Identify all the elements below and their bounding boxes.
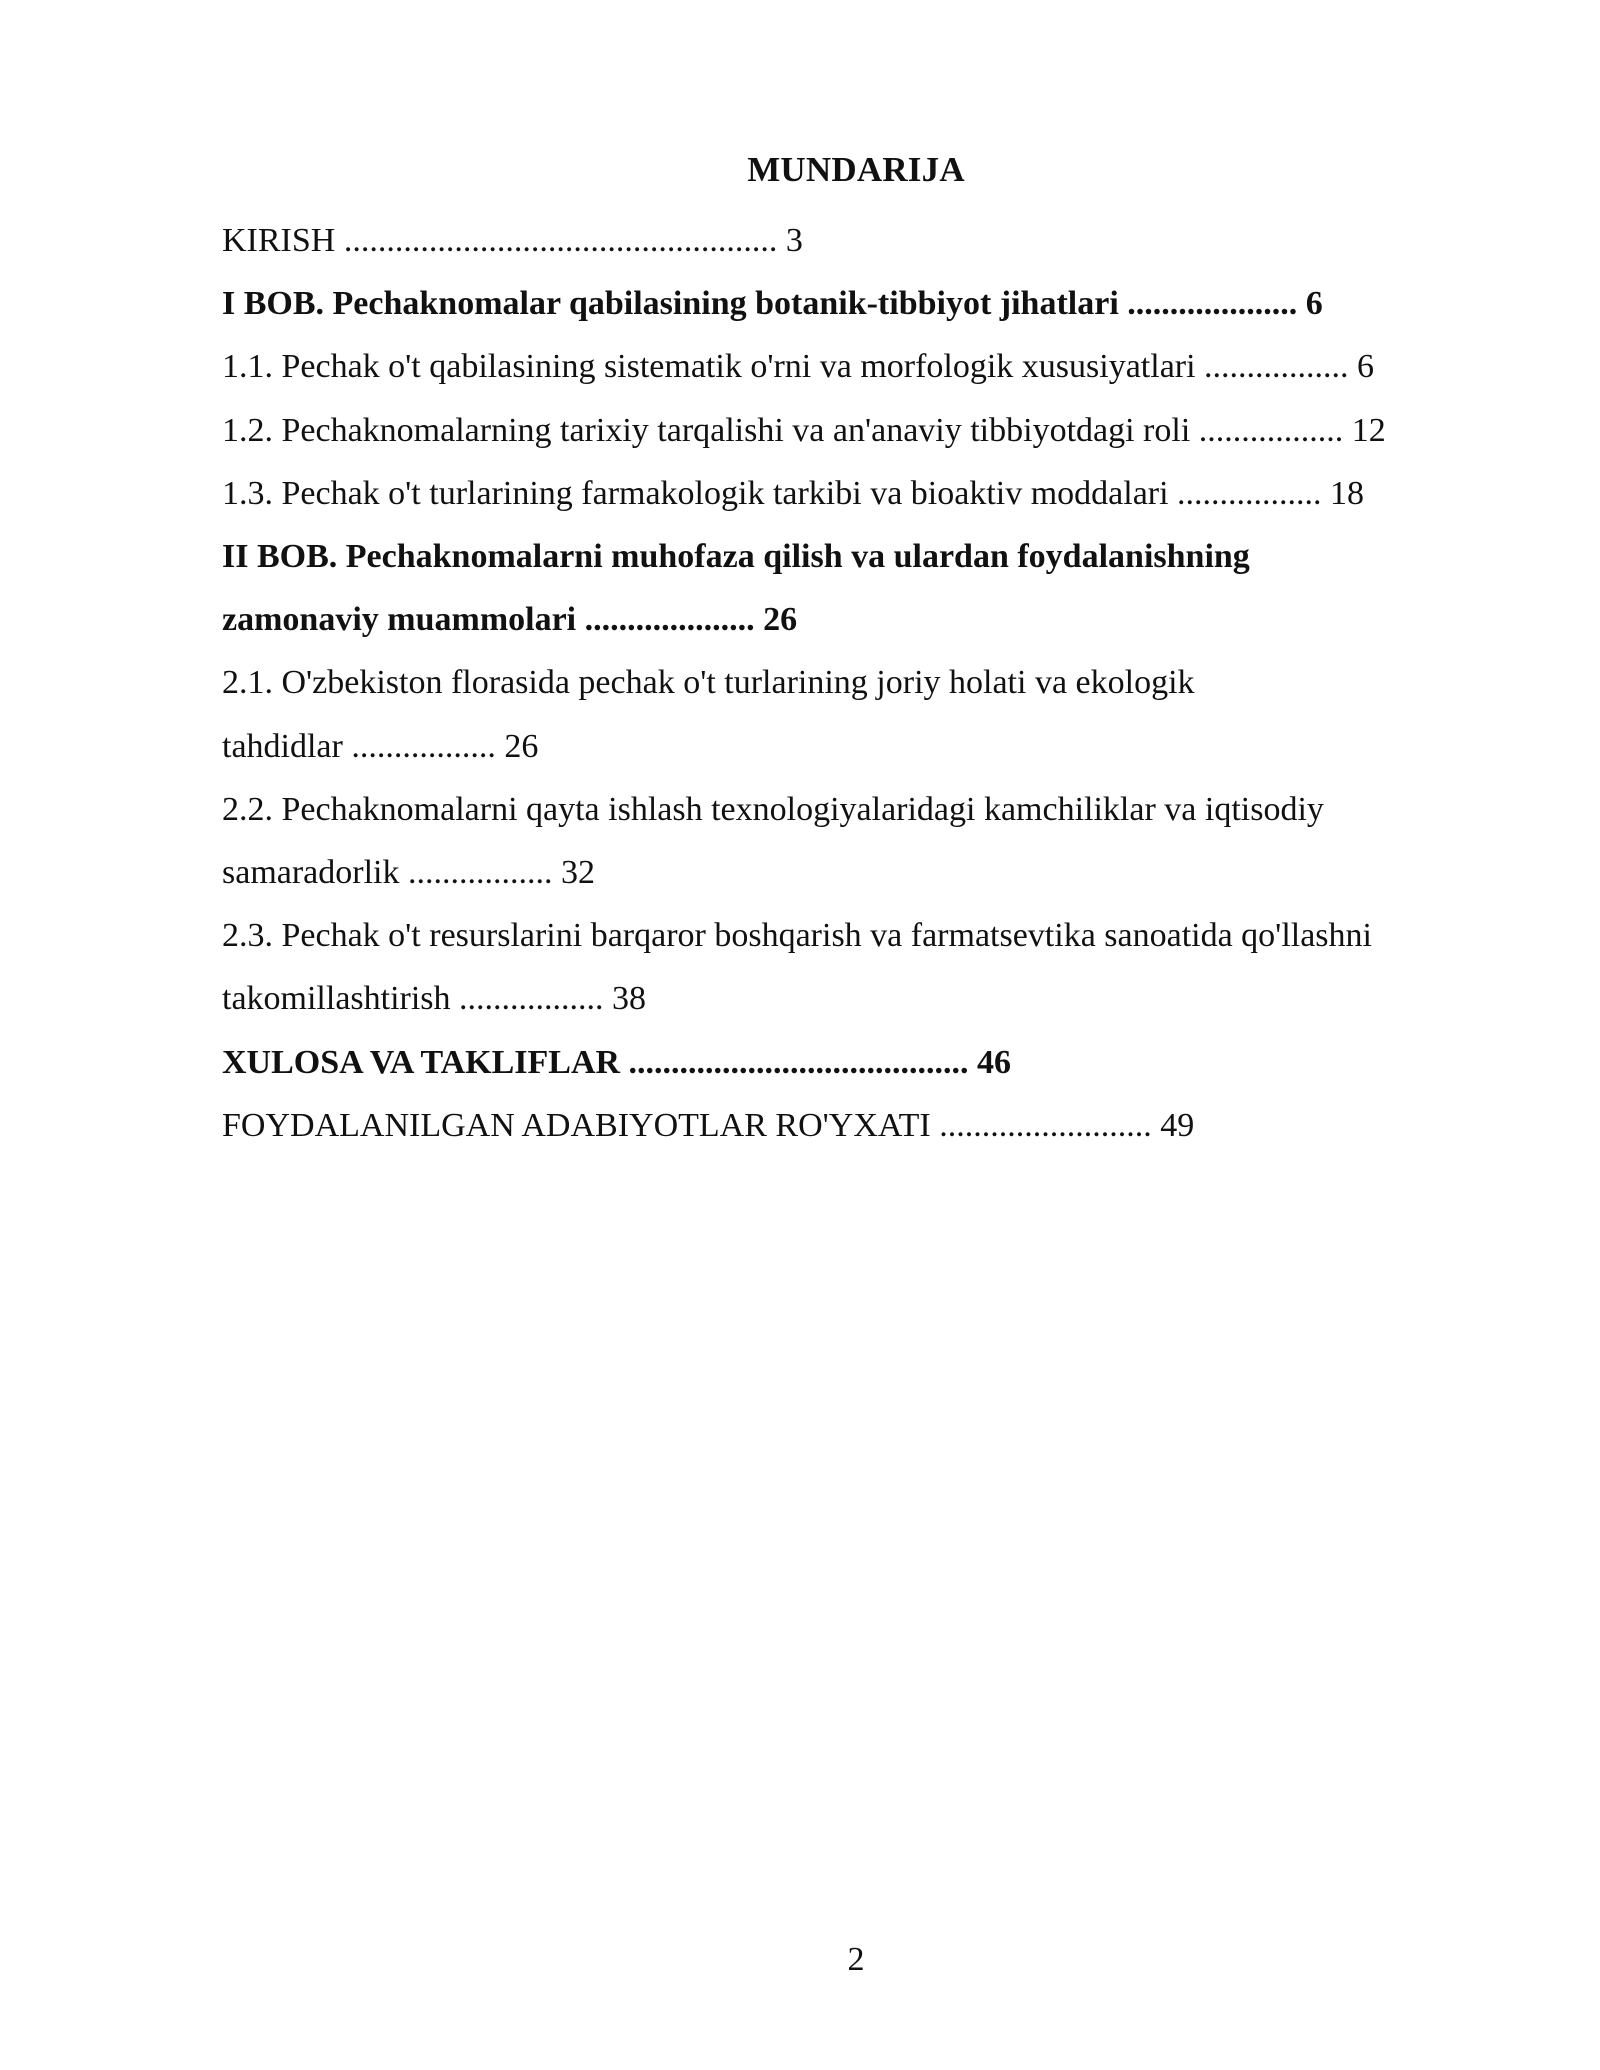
toc-references: FOYDALANILGAN ADABIYOTLAR RO'YXATI ......................... 49 — [222, 1106, 1195, 1144]
page-number: 2 — [847, 1941, 865, 1978]
toc-chapter-1: I BOB. Pechaknomalar qabilasining botanik-tibbiyot jihatlari .................... 6 — [222, 285, 1323, 323]
table-of-contents — [222, 209, 1522, 1157]
toc-section-2-1-continued: tahdidlar ................. 26 — [222, 727, 539, 765]
toc-section-2-1: 2.1. O'zbekiston florasida pechak o't turlarining joriy holati va ekologik — [222, 664, 1195, 702]
page-title: MUNDARIJA — [747, 150, 965, 189]
toc-conclusion: XULOSA VA TAKLIFLAR ........................................ 46 — [222, 1043, 1012, 1081]
toc-section-1-3: 1.3. Pechak o't turlarining farmakologik tarkibi va bioaktiv moddalari ................. 18 — [222, 474, 1365, 512]
toc-entry-kirish: KIRISH ................................................... 3 — [222, 222, 803, 259]
toc-chapter-2-continued: zamonaviy muammolari .................... 26 — [222, 601, 798, 639]
toc-section-2-3: 2.3. Pechak o't resurslarini barqaror boshqarish va farmatsevtika sanoatida qo'llashni — [222, 917, 1372, 955]
toc-section-2-2: 2.2. Pechaknomalarni qayta ishlash texnologiyalaridagi kamchiliklar va iqtisodiy — [222, 790, 1324, 828]
toc-section-2-2-continued: samaradorlik ................. 32 — [222, 854, 595, 892]
toc-section-2-3-continued: takomillashtirish ................. 38 — [222, 980, 647, 1018]
toc-chapter-2: II BOB. Pechaknomalarni muhofaza qilish va ulardan foydalanishning — [222, 538, 1250, 576]
toc-section-1-1: 1.1. Pechak o't qabilasining sistematik o'rni va morfologik xususiyatlari ................. 6 — [222, 348, 1375, 386]
toc-section-1-2: 1.2. Pechaknomalarning tarixiy tarqalishi va an'anaviy tibbiyotdagi roli ................. 12 — [222, 411, 1386, 449]
